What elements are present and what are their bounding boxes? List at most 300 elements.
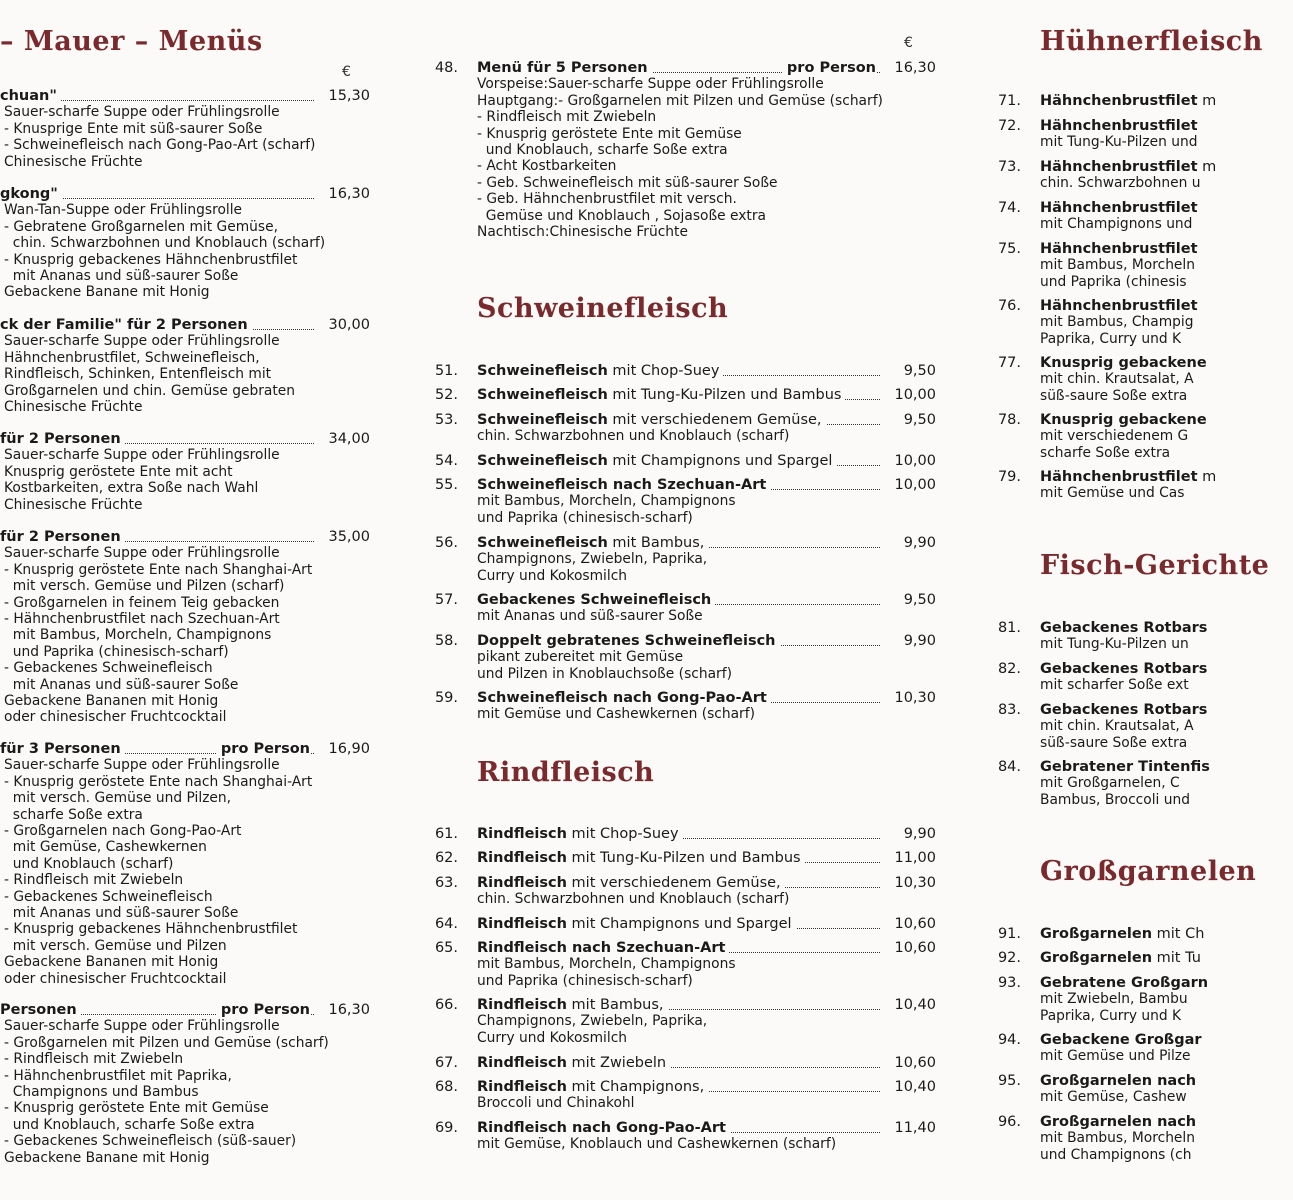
item-title: Menü für 5 Personen <box>477 60 648 76</box>
per-person-label: pro Person <box>783 60 876 76</box>
course-text: Gemüse und Knoblauch , Sojasoße extra <box>477 207 766 224</box>
item-description: mit Bambus, Champig Paprika, Curry und K <box>1040 314 1194 347</box>
set-menu <box>0 741 372 987</box>
item-title-line <box>477 690 938 706</box>
menu-item <box>993 950 1293 966</box>
item-number: 83. <box>997 702 1021 718</box>
menu-item <box>993 702 1293 751</box>
item-description: Broccoli und Chinakohl <box>477 1095 635 1112</box>
course-line: mit Ananas und süß-saurer Soße <box>4 268 239 285</box>
item-title-line <box>477 477 938 493</box>
item-description: mit Tung-Ku-Pilzen und <box>1040 134 1198 151</box>
menu-price: 16,30 <box>328 1002 370 1018</box>
item-description: mit Gemüse, Cashew <box>1040 1089 1187 1106</box>
item-number: 96. <box>997 1114 1021 1130</box>
item-title <box>1040 950 1205 966</box>
menu-courses <box>0 1018 372 1166</box>
item-title-line <box>477 535 938 551</box>
item-number: 66. <box>434 997 458 1013</box>
menu-item <box>993 298 1293 347</box>
item-number: 59. <box>434 690 458 706</box>
item-title <box>1040 1073 1200 1089</box>
menu-item <box>430 592 938 625</box>
item-number: 75. <box>997 241 1021 257</box>
item-title-line <box>477 850 938 866</box>
menu-courses <box>0 333 372 415</box>
item-title-line <box>1040 702 1293 718</box>
menu-item <box>993 412 1293 461</box>
item-title <box>477 633 780 649</box>
item-title-line <box>1040 1114 1293 1130</box>
item-name: Schweinefleisch nach Szechuan-Art <box>477 477 767 493</box>
chicken-heading: Hühnerfleisch <box>1040 26 1263 57</box>
item-name: Rindfleisch <box>477 826 567 842</box>
item-number: 74. <box>997 200 1021 216</box>
item-number: 73. <box>997 159 1021 175</box>
item-number: 82. <box>997 661 1021 677</box>
item-subtitle: mit Champignons, <box>566 1079 705 1095</box>
menu-title-line <box>0 186 372 202</box>
item-number: 94. <box>997 1032 1021 1048</box>
item-number: 67. <box>434 1055 458 1071</box>
item-title <box>477 477 770 493</box>
course-line: mit versch. Gemüse und Pilzen <box>4 937 227 954</box>
item-price: 10,60 <box>894 916 936 932</box>
menu-item <box>993 1114 1293 1163</box>
course-line: Sauer-scharfe Suppe oder Frühlingsrolle <box>4 447 280 464</box>
menu-item <box>993 93 1293 109</box>
item-title <box>477 363 723 379</box>
course-line: - Großgarnelen nach Gong-Pao-Art <box>4 823 242 840</box>
item-name: Hähnchenbrustfilet <box>1040 118 1198 134</box>
item-subtitle: mit Champignons und Spargel <box>607 453 833 469</box>
item-title-line <box>1040 355 1293 371</box>
item-name: Gebackene Großgar <box>1040 1032 1202 1048</box>
item-price: 16,30 <box>894 60 936 76</box>
item-description: mit Bambus, Morcheln, Champignons und Paprika (chinesisch-scharf) <box>477 493 736 526</box>
course-text: - Rindfleisch mit Zwiebeln <box>477 109 657 126</box>
course-line: Rindfleisch, Schinken, Entenfleisch mit <box>4 366 272 383</box>
set-menu <box>0 431 372 513</box>
course-line: und Paprika (chinesisch-scharf) <box>4 643 229 660</box>
item-number: 65. <box>434 940 458 956</box>
item-title <box>477 690 771 706</box>
item-title <box>1040 412 1211 428</box>
course-line: - Hähnchenbrustfilet nach Szechuan-Art <box>4 611 280 628</box>
course-line: Hähnchenbrustfilet, Schweinefleisch, <box>4 349 260 366</box>
course-line: und Knoblauch (scharf) <box>4 855 174 872</box>
item-title-line <box>477 363 938 379</box>
menu-item <box>430 690 938 723</box>
item-name: Rindfleisch nach Gong-Pao-Art <box>477 1120 726 1136</box>
course-line: - Knusprig gebackenes Hähnchenbrustfilet <box>4 921 298 938</box>
item-title <box>1040 298 1202 314</box>
item-number: 81. <box>997 620 1021 636</box>
item-title <box>1040 159 1220 175</box>
course-row <box>477 126 938 142</box>
menu-item <box>430 535 938 584</box>
item-subtitle: mit Zwiebeln <box>566 1055 667 1071</box>
menu-title: für 2 Personen <box>0 529 125 545</box>
course-line: - Gebackenes Schweinefleisch <box>4 888 213 905</box>
course-line: - Knusprig geröstete Ente nach Shanghai-Art <box>4 773 313 790</box>
menu-title: chuan" <box>0 88 61 104</box>
item-number: 62. <box>434 850 458 866</box>
course-line: - Knusprige Ente mit süß-saurer Soße <box>4 120 263 137</box>
menu-title-line <box>0 431 372 447</box>
course-label: Vorspeise: <box>477 76 549 93</box>
item-subtitle: mit Chop-Suey <box>607 363 720 379</box>
menu-title-line <box>0 317 372 333</box>
euro-label: € <box>904 35 913 51</box>
course-row <box>477 158 938 174</box>
item-title-line <box>477 592 938 608</box>
item-title <box>477 387 845 403</box>
course-line: Chinesische Früchte <box>4 496 143 513</box>
course-line: Chinesische Früchte <box>4 153 143 170</box>
item-price: 10,60 <box>894 1055 936 1071</box>
item-price: 9,90 <box>903 826 936 842</box>
item-name: Großgarnelen <box>1040 926 1153 942</box>
menu-item <box>430 477 938 526</box>
item-subtitle: mit Tung-Ku-Pilzen und Bambus <box>566 850 801 866</box>
item-name: Doppelt gebratenes Schweinefleisch <box>477 633 776 649</box>
item-title-line <box>477 453 938 469</box>
item-name: Gebackenes Rotbars <box>1040 620 1208 636</box>
menu-price: 16,90 <box>328 741 370 757</box>
menu-item <box>430 916 938 932</box>
item-number: 51. <box>434 363 458 379</box>
course-row <box>477 76 938 92</box>
set-menu <box>0 186 372 301</box>
course-line: Gebackene Bananen mit Honig <box>4 693 219 710</box>
item-number: 48. <box>434 60 458 76</box>
course-line: mit Bambus, Morcheln, Champignons <box>4 627 272 644</box>
course-line: - Gebackenes Schweinefleisch <box>4 660 213 677</box>
item-title-line <box>477 826 938 842</box>
beef-heading: Rindfleisch <box>477 757 655 788</box>
item-description: mit Gemüse und Cas <box>1040 485 1185 502</box>
item-price: 10,40 <box>894 1079 936 1095</box>
item-title <box>1040 118 1202 134</box>
course-row <box>477 191 938 207</box>
menu-price: 35,00 <box>328 529 370 545</box>
item-name: Hähnchenbrustfilet <box>1040 93 1198 109</box>
item-description: mit Gemüse und Cashewkernen (scharf) <box>477 706 755 723</box>
per-person-label: pro Person <box>217 1002 310 1018</box>
item-description: mit chin. Krautsalat, A süß-saure Soße extra <box>1040 371 1194 404</box>
course-line: Gebackene Bananen mit Honig <box>4 954 219 971</box>
menu-item <box>430 453 938 469</box>
item-description: mit verschiedenem G scharfe Soße extra <box>1040 428 1189 461</box>
item-title <box>1040 1114 1200 1130</box>
course-line: - Gebratene Großgarnelen mit Gemüse, <box>4 218 278 235</box>
item-price: 9,90 <box>903 535 936 551</box>
course-line: mit Gemüse, Cashewkernen <box>4 839 207 856</box>
item-number: 64. <box>434 916 458 932</box>
item-title <box>1040 926 1208 942</box>
euro-label: € <box>342 64 351 80</box>
item-description: pikant zubereitet mit Gemüse und Pilzen in Knoblauchsoße (scharf) <box>477 649 732 682</box>
course-line: - Rindfleisch mit Zwiebeln <box>4 1051 184 1068</box>
menu-item <box>993 926 1293 942</box>
item-name: Schweinefleisch <box>477 453 608 469</box>
item-title-line <box>1040 118 1293 134</box>
menu-item <box>430 1120 938 1153</box>
item-title-line <box>477 997 938 1013</box>
course-label: Hauptgang: <box>477 92 559 109</box>
item-number: 93. <box>997 975 1021 991</box>
menu-item <box>993 975 1293 1024</box>
item-name: Hähnchenbrustfilet <box>1040 241 1198 257</box>
course-line: Kostbarkeiten, extra Soße nach Wahl <box>4 480 259 497</box>
item-name: Rindfleisch <box>477 916 567 932</box>
item-title <box>477 535 708 551</box>
menus-heading: – Mauer – Menüs <box>0 26 263 57</box>
item-name: Großgarnelen nach <box>1040 1114 1197 1130</box>
item-title <box>1040 469 1220 485</box>
item-price: 10,30 <box>894 875 936 891</box>
course-label: Nachtisch: <box>477 224 550 241</box>
item-subtitle: mit Ch <box>1152 926 1205 942</box>
item-number: 58. <box>434 633 458 649</box>
menu-title: für 3 Personen <box>0 741 125 757</box>
menu-item <box>430 1079 938 1112</box>
item-name: Gebackenes Rotbars <box>1040 661 1208 677</box>
menu-item <box>430 940 938 989</box>
course-line: Sauer-scharfe Suppe oder Frühlingsrolle <box>4 1018 280 1035</box>
item-title <box>477 875 785 891</box>
item-title-line <box>477 916 938 932</box>
course-line: - Großgarnelen in feinem Teig gebacken <box>4 594 280 611</box>
course-line: - Knusprig geröstete Ente nach Shanghai-Art <box>4 561 313 578</box>
item-price: 9,50 <box>903 363 936 379</box>
item-description: mit Zwiebeln, Bambu Paprika, Curry und K <box>1040 991 1188 1024</box>
item-price: 10,00 <box>894 387 936 403</box>
item-title-line <box>477 387 938 403</box>
course-line: und Knoblauch, scharfe Soße extra <box>4 1116 255 1133</box>
item-name: Schweinefleisch <box>477 535 608 551</box>
course-text: Sauer-scharfe Suppe oder Frühlingsrolle <box>548 76 824 93</box>
item-number: 92. <box>997 950 1021 966</box>
item-name: Rindfleisch <box>477 1079 567 1095</box>
course-text: - Knusprig geröstete Ente mit Gemüse <box>477 125 742 142</box>
menu-item <box>993 1073 1293 1106</box>
item-description: mit Bambus, Morcheln und Champignons (ch <box>1040 1130 1195 1163</box>
item-number: 52. <box>434 387 458 403</box>
item-title-line <box>1040 412 1293 428</box>
course-line: Wan-Tan-Suppe oder Frühlingsrolle <box>4 202 243 219</box>
item-title-line <box>1040 1032 1293 1048</box>
item-title-line <box>477 633 938 649</box>
menu-item <box>430 633 938 682</box>
menu-courses <box>0 104 372 170</box>
item-description: chin. Schwarzbohnen u <box>1040 175 1201 192</box>
menu-item-48 <box>430 60 938 240</box>
course-line: Sauer-scharfe Suppe oder Frühlingsrolle <box>4 333 280 350</box>
menu-item <box>430 997 938 1046</box>
item-name: Gebratener Tintenfis <box>1040 759 1210 775</box>
course-line: Gebackene Banane mit Honig <box>4 1149 210 1166</box>
item-title <box>477 1079 708 1095</box>
item-subtitle: mit Tung-Ku-Pilzen und Bambus <box>607 387 842 403</box>
item-name: Hähnchenbrustfilet <box>1040 298 1198 314</box>
item-title-line <box>1040 93 1293 109</box>
item-price: 10,00 <box>894 453 936 469</box>
item-title <box>477 453 836 469</box>
item-title <box>1040 93 1220 109</box>
course-line: mit Ananas und süß-saurer Soße <box>4 676 239 693</box>
item-subtitle: mit verschiedenem Gemüse, <box>607 412 822 428</box>
item-number: 54. <box>434 453 458 469</box>
item-title-line <box>1040 241 1293 257</box>
item-description: mit scharfer Soße ext <box>1040 677 1189 694</box>
set-menu <box>0 1002 372 1166</box>
item-price: 9,50 <box>903 592 936 608</box>
item-number: 71. <box>997 93 1021 109</box>
course-text: - Geb. Schweinefleisch mit süß-saurer Soße <box>477 174 778 191</box>
course-line: - Großgarnelen mit Pilzen und Gemüse (scharf) <box>4 1034 329 1051</box>
item-subtitle: mit verschiedenem Gemüse, <box>566 875 781 891</box>
course-line: mit versch. Gemüse und Pilzen, <box>4 790 232 807</box>
item-title-line <box>1040 759 1293 775</box>
item-title <box>477 826 683 842</box>
item-title-line <box>1040 950 1293 966</box>
item-name: Schweinefleisch <box>477 387 608 403</box>
menu-title: Personen <box>0 1002 81 1018</box>
course-row <box>477 142 938 158</box>
item-name: Hähnchenbrustfilet <box>1040 159 1198 175</box>
item-description: mit Champignons und <box>1040 216 1193 233</box>
course-line: Sauer-scharfe Suppe oder Frühlingsrolle <box>4 545 280 562</box>
set-menu <box>0 317 372 415</box>
item-number: 68. <box>434 1079 458 1095</box>
course-line: mit Ananas und süß-saurer Soße <box>4 905 239 922</box>
course-line: mit versch. Gemüse und Pilzen (scharf) <box>4 578 285 595</box>
course-line: - Gebackenes Schweinefleisch (süß-sauer) <box>4 1133 297 1150</box>
item-description: mit Tung-Ku-Pilzen un <box>1040 636 1189 653</box>
menu-item <box>993 241 1293 290</box>
item-title-line <box>477 412 938 428</box>
item-description: mit Bambus, Morcheln und Paprika (chinesis <box>1040 257 1195 290</box>
item-number: 55. <box>434 477 458 493</box>
item-title-line <box>1040 661 1293 677</box>
menu-price: 16,30 <box>328 186 370 202</box>
menu-item <box>993 118 1293 151</box>
item-title-line <box>1040 298 1293 314</box>
per-person-label: pro Person <box>217 741 310 757</box>
menu-title: ck der Familie" für 2 Personen <box>0 317 252 333</box>
set-menu <box>0 529 372 726</box>
course-line: oder chinesischer Fruchtcocktail <box>4 709 227 726</box>
item-title <box>477 940 729 956</box>
item-title <box>477 412 826 428</box>
menu-price: 34,00 <box>328 431 370 447</box>
menu-price: 30,00 <box>328 317 370 333</box>
menu-item <box>993 759 1293 808</box>
item-title-line <box>1040 620 1293 636</box>
item-price: 9,50 <box>903 412 936 428</box>
course-row <box>477 175 938 191</box>
item-title <box>477 997 668 1013</box>
menu-item <box>430 875 938 908</box>
menu-title: gkong" <box>0 186 62 202</box>
item-number: 69. <box>434 1120 458 1136</box>
item-number: 91. <box>997 926 1021 942</box>
item-description: chin. Schwarzbohnen und Knoblauch (scharf) <box>477 428 790 445</box>
item-number: 53. <box>434 412 458 428</box>
item-title-line <box>477 940 938 956</box>
item-name: Schweinefleisch <box>477 363 608 379</box>
menu-title-line <box>0 529 372 545</box>
item-number: 56. <box>434 535 458 551</box>
menu-price: 15,30 <box>328 88 370 104</box>
item-title-line <box>477 1079 938 1095</box>
item-name: Schweinefleisch nach Gong-Pao-Art <box>477 690 767 706</box>
item-description: mit Gemüse, Knoblauch und Cashewkernen (scharf) <box>477 1136 837 1153</box>
item-price: 10,30 <box>894 690 936 706</box>
course-text: und Knoblauch, scharfe Soße extra <box>477 142 728 159</box>
item-name: Großgarnelen <box>1040 950 1153 966</box>
menu-courses <box>0 447 372 513</box>
item-name: Rindfleisch <box>477 997 567 1013</box>
item-price: 10,00 <box>894 477 936 493</box>
item-number: 78. <box>997 412 1021 428</box>
item-name: Gebackenes Schweinefleisch <box>477 592 712 608</box>
item-title <box>477 1055 670 1071</box>
item-title-line <box>1040 1073 1293 1089</box>
item-subtitle: m <box>1197 469 1217 485</box>
item-subtitle: m <box>1197 93 1217 109</box>
item-description: mit chin. Krautsalat, A süß-saure Soße extra <box>1040 718 1194 751</box>
menu-item <box>993 159 1293 192</box>
item-title <box>1040 702 1211 718</box>
item-description: chin. Schwarzbohnen und Knoblauch (scharf) <box>477 891 790 908</box>
item-number: 77. <box>997 355 1021 371</box>
course-line: - Rindfleisch mit Zwiebeln <box>4 872 184 889</box>
shrimp-heading: Großgarnelen <box>1040 856 1257 887</box>
menu-item <box>430 412 938 445</box>
course-line: Champignons und Bambus <box>4 1084 199 1101</box>
item-name: Rindfleisch nach Szechuan-Art <box>477 940 726 956</box>
item-title <box>1040 975 1212 991</box>
item-title-line <box>1040 159 1293 175</box>
item-title <box>1040 355 1211 371</box>
item-title-line <box>477 1120 938 1136</box>
menu-item <box>430 387 938 403</box>
course-line: Chinesische Früchte <box>4 399 143 416</box>
item-price: 11,00 <box>894 850 936 866</box>
item-price: 10,60 <box>894 940 936 956</box>
item-description: mit Bambus, Morcheln, Champignons und Paprika (chinesisch-scharf) <box>477 956 736 989</box>
item-title <box>1040 620 1211 636</box>
course-row <box>477 224 938 240</box>
item-description: mit Gemüse und Pilze <box>1040 1048 1191 1065</box>
item-subtitle: mit Bambus, <box>566 997 664 1013</box>
item-title <box>477 1120 730 1136</box>
item-title-line <box>477 1055 938 1071</box>
item-number: 57. <box>434 592 458 608</box>
course-row <box>477 109 938 125</box>
item-title-line <box>1040 975 1293 991</box>
item-title <box>1040 1032 1206 1048</box>
item-subtitle: mit Champignons und Spargel <box>566 916 792 932</box>
item-name: Gebackenes Rotbars <box>1040 702 1208 718</box>
course-line: - Schweinefleisch nach Gong-Pao-Art (scharf) <box>4 137 316 154</box>
item-name: Rindfleisch <box>477 1055 567 1071</box>
item-name: Hähnchenbrustfilet <box>1040 200 1198 216</box>
item-title <box>477 916 796 932</box>
